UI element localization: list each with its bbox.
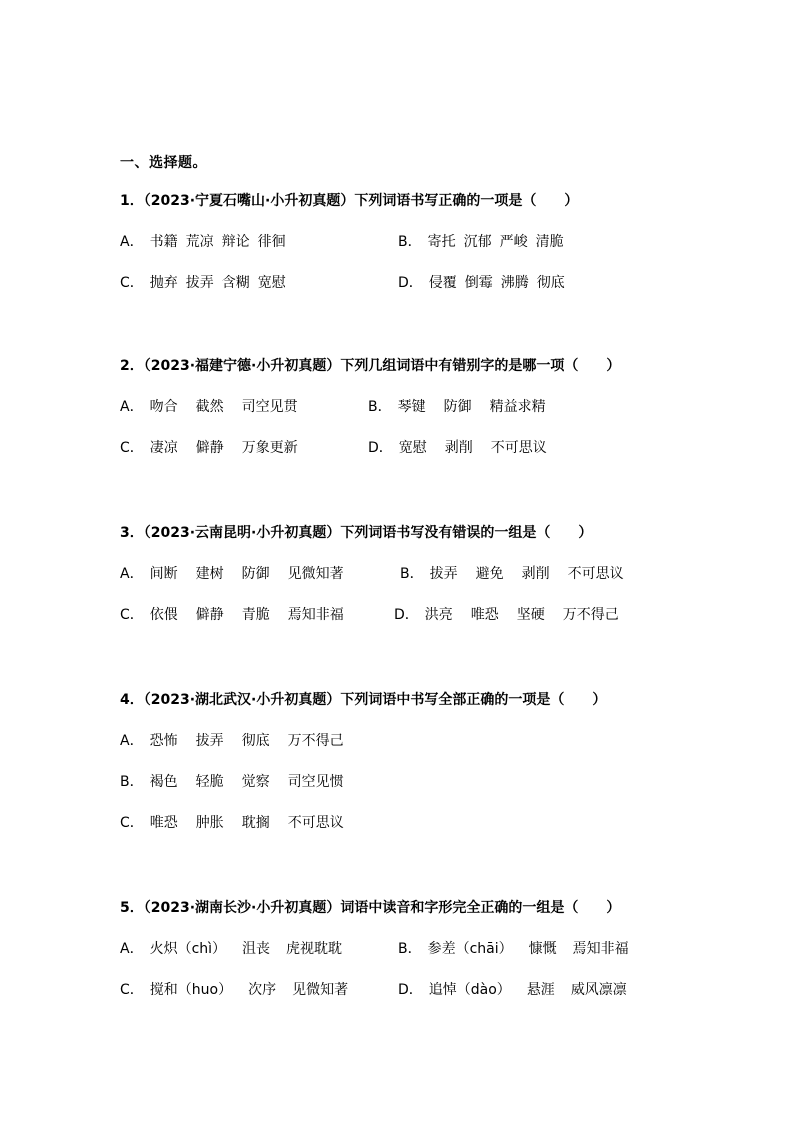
option-word: 截然 <box>195 399 224 415</box>
option-word: 凄凉 <box>149 440 178 456</box>
option-word: 坚硬 <box>516 607 545 623</box>
option-word: 避免 <box>475 566 504 582</box>
option-word: 觉察 <box>241 774 270 790</box>
option-row <box>120 271 720 295</box>
option-c <box>120 271 294 295</box>
option-row <box>120 811 720 835</box>
option-word: 不可思议 <box>490 440 547 456</box>
option-letter: C． <box>120 440 144 456</box>
option-b <box>398 230 572 254</box>
option-word: 防御 <box>241 566 270 582</box>
option-word: 倒霉 <box>464 275 493 291</box>
option-row <box>120 729 720 753</box>
question-1 <box>120 189 720 295</box>
option-word: 万不得己 <box>562 607 619 623</box>
option-word: 悬涯 <box>526 982 555 998</box>
option-word: 间断 <box>149 566 178 582</box>
option-word: 唯恐 <box>149 815 178 831</box>
option-word: 拔弄 <box>195 733 224 749</box>
option-row <box>120 562 720 586</box>
option-word: 追悼（dào） <box>428 982 511 998</box>
option-letter: A． <box>120 399 144 415</box>
option-word: 含糊 <box>221 275 250 291</box>
option-row <box>120 436 720 460</box>
option-row <box>120 978 720 1002</box>
option-word: 宽慰 <box>257 275 286 291</box>
option-word: 万不得己 <box>287 733 344 749</box>
option-letter: B． <box>398 234 422 250</box>
option-word: 侵覆 <box>428 275 457 291</box>
option-row <box>120 230 720 254</box>
option-b <box>400 562 642 586</box>
option-letter: C． <box>120 815 144 831</box>
option-letter: B． <box>368 399 392 415</box>
option-letter: D． <box>398 982 423 998</box>
option-word: 耽搁 <box>241 815 270 831</box>
option-word: 抛弃 <box>149 275 178 291</box>
option-a <box>120 937 358 961</box>
option-row <box>120 770 720 794</box>
option-a <box>120 395 316 419</box>
option-letter: B． <box>400 566 424 582</box>
option-word: 拔弄 <box>185 275 214 291</box>
option-word: 青脆 <box>241 607 270 623</box>
option-word: 僻静 <box>195 440 224 456</box>
option-word: 书籍 <box>149 234 178 250</box>
question-stem: 3．（2023·云南昆明·小升初真题）下列词语书写没有错误的一组是（ ） <box>120 525 593 541</box>
option-word: 唯恐 <box>470 607 499 623</box>
option-letter: C． <box>120 275 144 291</box>
option-d <box>394 603 637 627</box>
option-c <box>120 811 362 835</box>
option-word: 威风凛凛 <box>570 982 627 998</box>
option-word: 建树 <box>195 566 224 582</box>
option-word: 宽慰 <box>398 440 427 456</box>
option-word: 见微知著 <box>292 982 349 998</box>
option-word: 不可思议 <box>567 566 624 582</box>
option-word: 彻底 <box>241 733 270 749</box>
option-b <box>120 770 362 794</box>
option-word: 沉郁 <box>463 234 492 250</box>
option-word: 洪亮 <box>424 607 453 623</box>
option-word: 肿胀 <box>195 815 224 831</box>
option-word: 见微知著 <box>287 566 344 582</box>
option-word: 琴键 <box>397 399 426 415</box>
option-word: 清脆 <box>535 234 564 250</box>
option-word: 辩论 <box>221 234 250 250</box>
option-b <box>368 395 564 419</box>
option-letter: A． <box>120 941 144 957</box>
option-letter: B． <box>398 941 422 957</box>
option-word: 吻合 <box>149 399 178 415</box>
option-word: 严峻 <box>499 234 528 250</box>
question-3 <box>120 521 720 627</box>
option-word: 虎视耽耽 <box>286 941 343 957</box>
option-word: 精益求精 <box>489 399 546 415</box>
option-word: 恐怖 <box>149 733 178 749</box>
option-c <box>120 603 362 627</box>
option-letter: D． <box>368 440 393 456</box>
option-word: 僻静 <box>195 607 224 623</box>
option-word: 褐色 <box>149 774 178 790</box>
option-word: 焉知非福 <box>572 941 629 957</box>
option-word: 拔弄 <box>429 566 458 582</box>
option-word: 参差（chāi） <box>427 941 513 957</box>
question-stem: 4．（2023·湖北武汉·小升初真题）下列词语中书写全部正确的一项是（ ） <box>120 692 607 708</box>
option-word: 彻底 <box>536 275 565 291</box>
option-row <box>120 603 720 627</box>
option-word: 不可思议 <box>287 815 344 831</box>
option-word: 轻脆 <box>195 774 224 790</box>
option-letter: A． <box>120 566 144 582</box>
question-5 <box>120 896 720 1002</box>
option-word: 防御 <box>443 399 472 415</box>
option-letter: B． <box>120 774 144 790</box>
option-a <box>120 729 362 753</box>
option-word: 依偎 <box>149 607 178 623</box>
question-stem: 2．（2023·福建宁德·小升初真题）下列几组词语中有错别字的是哪一项（ ） <box>120 358 621 374</box>
option-word: 寄托 <box>427 234 456 250</box>
option-word: 荒凉 <box>185 234 214 250</box>
option-word: 剥削 <box>521 566 550 582</box>
option-letter: A． <box>120 733 144 749</box>
option-word: 剥削 <box>444 440 473 456</box>
option-a <box>120 230 294 254</box>
option-a <box>120 562 362 586</box>
option-word: 火炽（chì） <box>149 941 227 957</box>
option-word: 次序 <box>248 982 277 998</box>
option-d <box>368 436 565 460</box>
question-stem: 5．（2023·湖南长沙·小升初真题）词语中读音和字形完全正确的一组是（ ） <box>120 900 621 916</box>
option-word: 司空见贯 <box>241 399 298 415</box>
option-letter: A． <box>120 234 144 250</box>
section-title: 一、选择题。 <box>120 155 207 171</box>
option-letter: C． <box>120 982 144 998</box>
option-word: 万象更新 <box>241 440 298 456</box>
option-word: 搅和（huo） <box>149 982 233 998</box>
option-word: 沮丧 <box>242 941 271 957</box>
question-stem: 1．（2023·宁夏石嘴山·小升初真题）下列词语书写正确的一项是（ ） <box>120 193 579 209</box>
question-4 <box>120 688 720 835</box>
option-letter: C． <box>120 607 144 623</box>
option-word: 徘徊 <box>257 234 286 250</box>
option-c <box>120 978 364 1002</box>
option-d <box>398 978 643 1002</box>
option-word: 沸腾 <box>500 275 529 291</box>
option-word: 司空见惯 <box>287 774 344 790</box>
option-row <box>120 395 720 419</box>
option-word: 焉知非福 <box>287 607 344 623</box>
question-2 <box>120 354 720 460</box>
option-row <box>120 937 720 961</box>
option-b <box>398 937 645 961</box>
option-letter: D． <box>394 607 419 623</box>
option-d <box>398 271 573 295</box>
option-word: 慷慨 <box>528 941 557 957</box>
option-letter: D． <box>398 275 423 291</box>
option-c <box>120 436 316 460</box>
